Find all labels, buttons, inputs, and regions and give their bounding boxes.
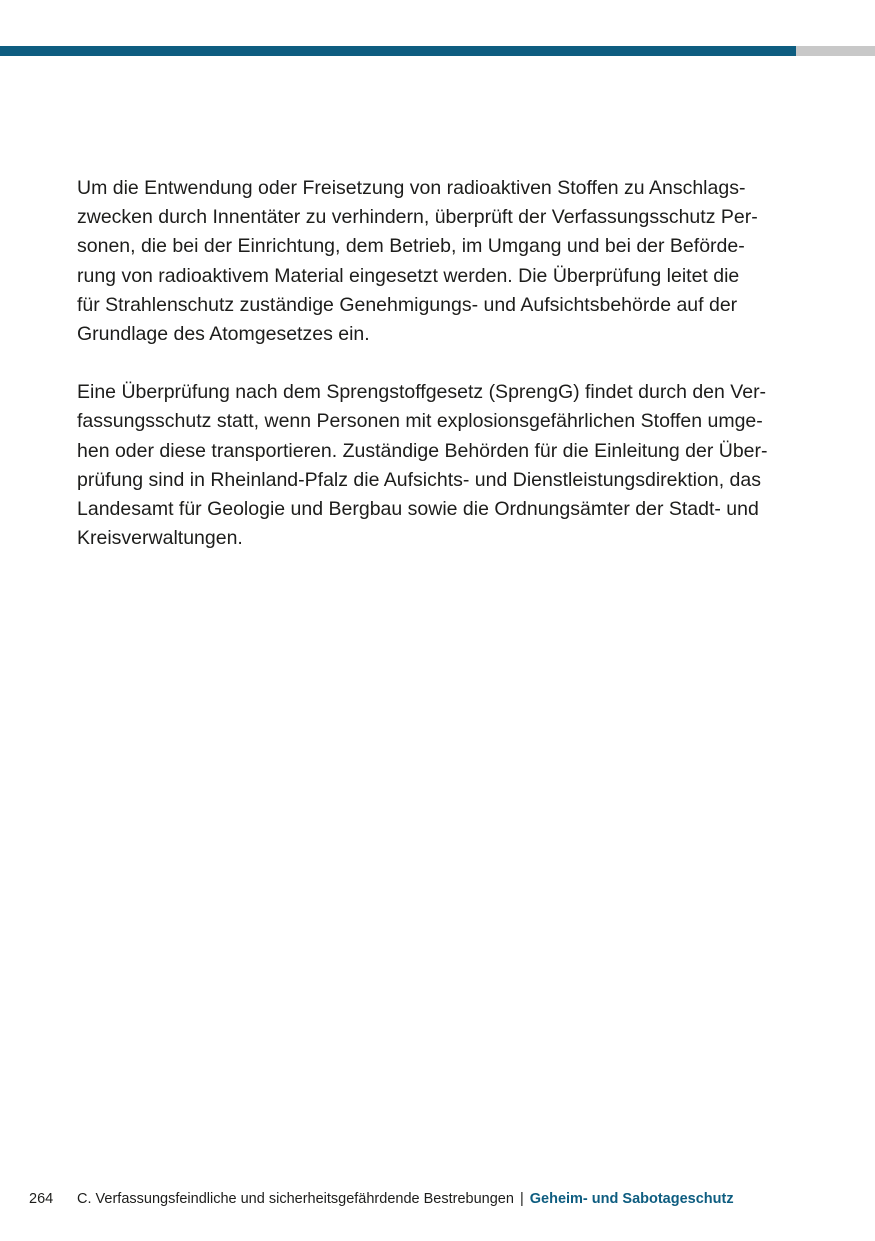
- footer-chapter: C. Verfassungsfeindliche und sicherheitsgefährdende Bestrebungen: [77, 1191, 514, 1207]
- text-line: Grundlage des Atomgesetzes ein.: [77, 323, 370, 346]
- page-footer: [29, 1189, 734, 1209]
- header-gray-bar: [796, 46, 875, 56]
- page-number: 264: [29, 1191, 54, 1207]
- text-line: Kreisverwaltungen.: [77, 527, 243, 550]
- text-line: für Strahlenschutz zuständige Genehmigungs- und Aufsichtsbehörde auf der: [77, 293, 738, 316]
- text-line: rung von radioaktivem Material eingesetzt werden. Die Überprüfung leitet die: [77, 264, 740, 287]
- paragraph-explosives-law: [77, 378, 799, 553]
- text-line: Um die Entwendung oder Freisetzung von radioaktiven Stoffen zu Anschlags-: [77, 177, 746, 199]
- text-line: zwecken durch Innentäter zu verhindern, überprüft der Verfassungsschutz Per-: [77, 206, 758, 229]
- text-line: fassungsschutz statt, wenn Personen mit explosionsgefährlichen Stoffen umge-: [77, 410, 763, 433]
- text-line: Eine Überprüfung nach dem Sprengstoffgesetz (SprengG) findet durch den Ver-: [77, 381, 767, 404]
- text-line: hen oder diese transportieren. Zuständige Behörden für die Einleitung der Über-: [77, 439, 768, 462]
- paragraph-radioactive-materials: [77, 174, 799, 349]
- text-line: Landesamt für Geologie und Bergbau sowie die Ordnungsämter der Stadt- und: [77, 498, 759, 521]
- text-line: sonen, die bei der Einrichtung, dem Betrieb, im Umgang und bei der Beförde-: [77, 235, 745, 258]
- footer-separator: |: [519, 1191, 524, 1207]
- footer-section-title: Geheim- und Sabotageschutz: [529, 1191, 734, 1207]
- main-content: [77, 174, 799, 582]
- text-line: prüfung sind in Rheinland-Pfalz die Aufsichts- und Dienstleistungsdirektion, das: [77, 468, 761, 491]
- header-accent-bar: [0, 46, 796, 56]
